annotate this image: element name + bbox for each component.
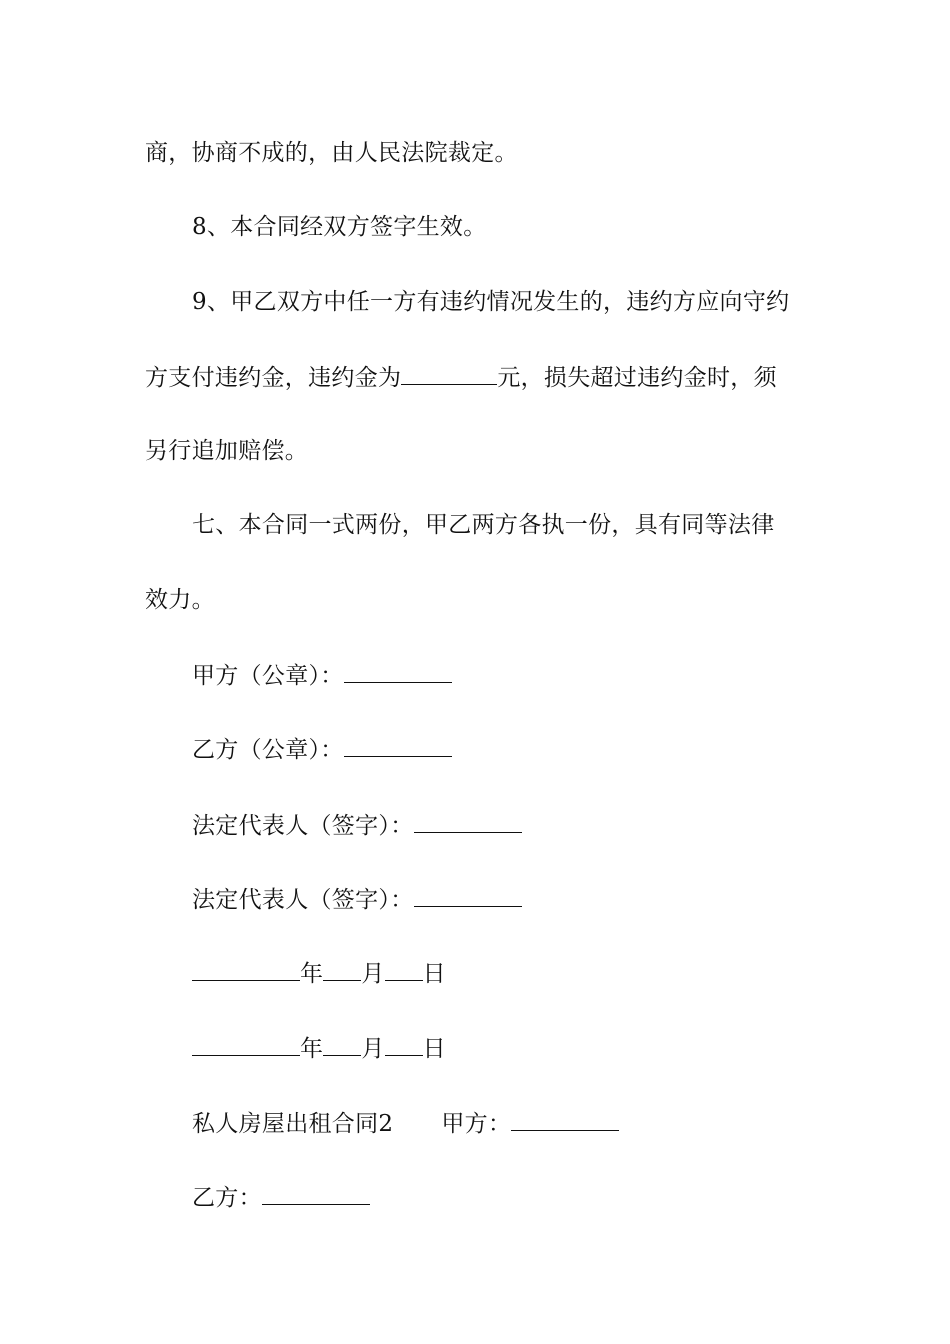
month-label: 月: [361, 961, 385, 987]
representative-b-row: [192, 884, 862, 915]
representative-b-label: 法定代表人（签字）：: [192, 887, 414, 913]
party-b-blank[interactable]: [262, 1182, 370, 1205]
month-label: 月: [361, 1036, 385, 1062]
day-blank[interactable]: [385, 1033, 423, 1056]
penalty-amount-blank[interactable]: [401, 362, 497, 385]
clause-7-line-2: 效力。: [145, 587, 215, 613]
day-label: 日: [422, 1036, 446, 1062]
date-row-b: [192, 1033, 862, 1064]
year-blank[interactable]: [192, 958, 300, 981]
party-a-seal-row: [192, 660, 862, 691]
year-label: 年: [300, 961, 324, 987]
year-label: 年: [300, 1036, 324, 1062]
month-blank[interactable]: [323, 1033, 361, 1056]
party-a-seal-label: 甲方（公章）：: [192, 663, 344, 689]
representative-a-blank[interactable]: [414, 810, 522, 833]
contract-2-header-row: [192, 1108, 862, 1139]
clause-9-text-b: 元，损失超过违约金时，须: [497, 365, 777, 391]
party-b-seal-label: 乙方（公章）：: [192, 737, 344, 763]
representative-a-label: 法定代表人（签字）：: [192, 813, 414, 839]
party-b-label: 乙方：: [192, 1185, 262, 1211]
day-label: 日: [422, 961, 446, 987]
day-blank[interactable]: [385, 958, 423, 981]
party-a-blank[interactable]: [511, 1108, 619, 1131]
year-blank[interactable]: [192, 1033, 300, 1056]
party-b-seal-blank[interactable]: [344, 734, 452, 757]
month-blank[interactable]: [323, 958, 361, 981]
clause-8: 8、本合同经双方签字生效。: [192, 214, 487, 240]
representative-b-blank[interactable]: [414, 884, 522, 907]
paragraph-line: 商，协商不成的，由人民法院裁定。: [145, 140, 518, 166]
date-row-a: [192, 958, 862, 989]
clause-9-line-2: [145, 362, 815, 393]
clause-7-line-1: 七、本合同一式两份，甲乙两方各执一份，具有同等法律: [192, 512, 775, 538]
clause-9-line-1: 9、甲乙双方中任一方有违约情况发生的，违约方应向守约: [192, 289, 790, 315]
party-a-seal-blank[interactable]: [344, 660, 452, 683]
clause-9-text-a: 方支付违约金，违约金为: [145, 365, 402, 391]
party-b-seal-row: [192, 734, 862, 765]
contract-2-title: 私人房屋出租合同2: [192, 1111, 394, 1137]
representative-a-row: [192, 810, 862, 841]
party-a-label: 甲方：: [441, 1111, 512, 1137]
clause-9-line-3: 另行追加赔偿。: [145, 438, 309, 464]
party-b-row: [192, 1182, 862, 1213]
